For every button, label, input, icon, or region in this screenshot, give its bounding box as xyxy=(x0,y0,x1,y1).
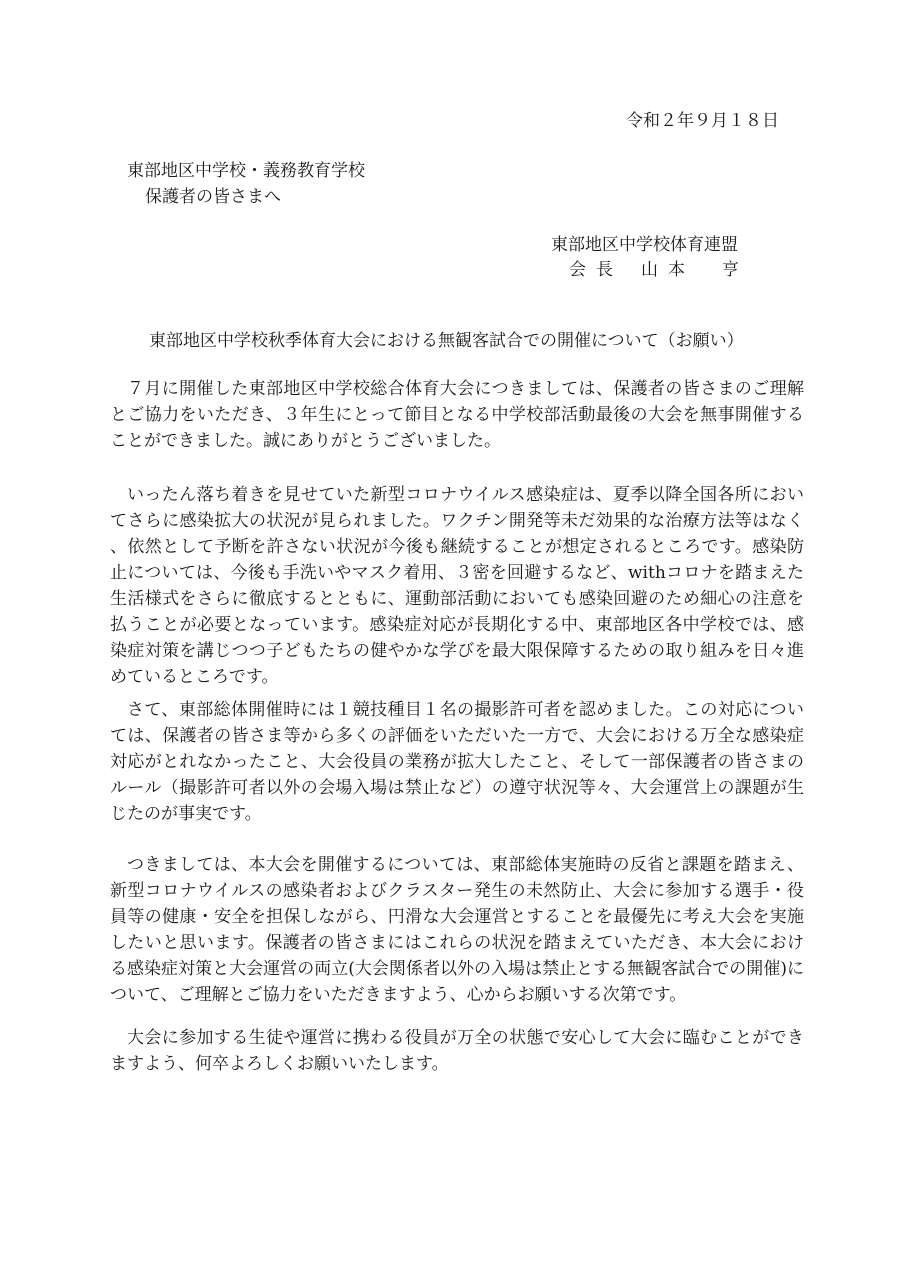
recipient-guardians: 保護者の皆さまへ xyxy=(145,187,281,207)
sender-organization: 東部地区中学校体育連盟 xyxy=(551,235,738,255)
body-paragraph-5: 大会に参加する生徒や運営に携わる役員が万全の状態で安心して大会に臨むことができますよう、何卒よろしくお願いいたします。 xyxy=(110,1028,804,1074)
body-paragraph-2: いったん落ち着きを見せていた新型コロナウイルス感染症は、夏季以降全国各所においてさらに感染拡大の状況が見られました。ワクチン開発等未だ効果的な治療方法等はなく、依然として予断を許さない状況が今後も継続することが想定されるところです。感染防止については、今後も手洗いやマスク着用、３密を回避するなど、withコロナを踏まえた生活様式をさらに徹底するとともに、運動部活動においても感染回避のため細心の注意を払うことが必要となっています。感染症対応が長期化する中、東部地区各中学校では、感染症対策を講じつつ子どもたちの健やかな学びを最大限保障するための取り組みを日々進めているところです。 xyxy=(110,485,804,687)
body-paragraph-4: つきましては、本大会を開催するについては、東部総体実施時の反省と課題を踏まえ、新型コロナウイルスの感染者およびクラスター発生の未然防止、大会に参加する選手・役員等の健康・安全を担保しながら、円滑な大会運営とすることを最優先に考え大会を実施したいと思います。保護者の皆さまにはこれらの状況を踏まえていただき、本大会における感染症対策と大会運営の両立(大会関係者以外の入場は禁止とする無観客試合での開催)について、ご理解とご協力をいただきますよう、心からお願いする次第です。 xyxy=(110,855,804,1005)
body-paragraph-1: ７月に開催した東部地区中学校総合体育大会につきましては、保護者の皆さまのご理解とご協力をいただき、３年生にとって節目となる中学校部活動最後の大会を無事開催することができました。誠にありがとうございました。 xyxy=(110,379,804,451)
sender-role: 会長 xyxy=(569,260,623,280)
sender-signature xyxy=(569,262,749,279)
sender-name: 山本 亨 xyxy=(641,260,749,280)
letter-date: 令和２年９月１８日 xyxy=(626,111,779,131)
body-paragraph-3: さて、東部総体開催時には１競技種目１名の撮影許可者を認めました。この対応については、保護者の皆さま等から多くの評価をいただいた一方で、大会における万全な感染症対応がとれなかったこと、大会役員の業務が拡大したこと、そして一部保護者の皆さまのルール（撮影許可者以外の会場入場は禁止など）の遵守状況等々、大会運営上の課題が生じたのが事実です。 xyxy=(110,700,804,824)
document-title: 東部地区中学校秋季体育大会における無観客試合での開催について（お願い） xyxy=(149,331,744,351)
recipient-schools: 東部地区中学校・義務教育学校 xyxy=(127,161,365,181)
